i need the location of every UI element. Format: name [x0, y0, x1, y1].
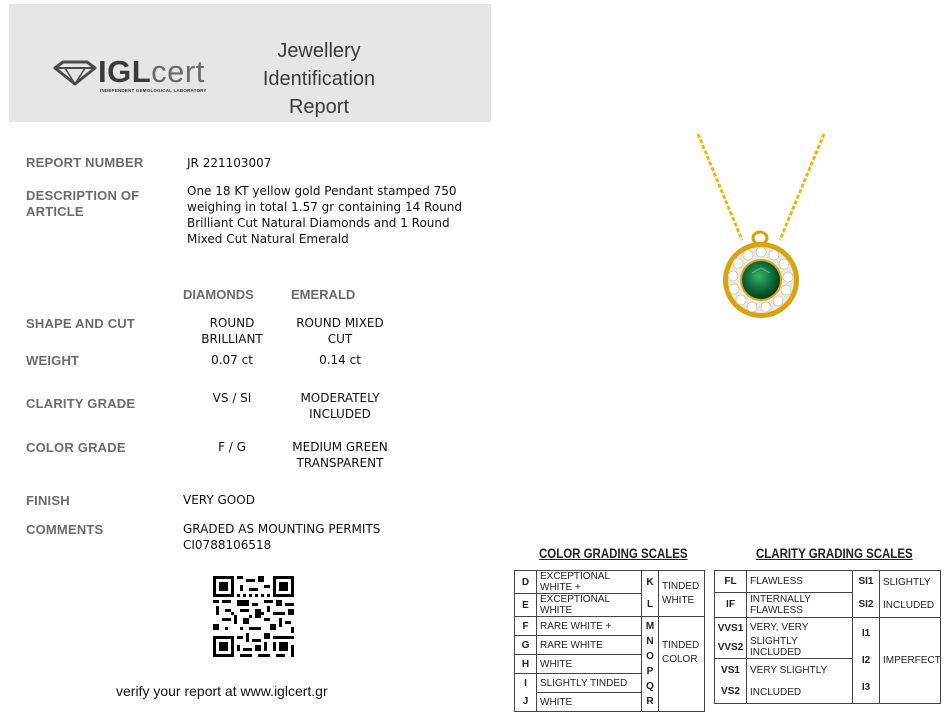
clarity-grade-right: SI1	[853, 571, 880, 593]
slightly-included	[880, 571, 941, 618]
grade-vvs1: VVS1	[717, 623, 744, 634]
shape-emerald-line-1: ROUND MIXED	[296, 316, 384, 330]
shape-diamonds	[180, 315, 284, 347]
color-row	[515, 571, 705, 594]
clarity-desc: INTERNALLY FLAWLESS	[747, 592, 853, 617]
logo-subtitle: INDEPENDENT GEMOLOGICAL LABORATORY	[100, 88, 207, 93]
shape-emerald-line-2: CUT	[327, 332, 353, 346]
logo-wordmark-light: cert	[151, 54, 205, 89]
clarity-grade-pair	[715, 618, 747, 659]
color-grade: F	[515, 617, 537, 636]
report-header	[9, 4, 491, 122]
clarity-grade: IF	[715, 592, 747, 617]
clarity-desc: SLIGHTLY INCLUDED	[747, 636, 853, 659]
description-label	[26, 188, 139, 220]
grade-r: R	[646, 696, 654, 707]
description-line-3: Brilliant Cut Natural Diamonds and 1 Round	[187, 216, 450, 230]
tinded-white	[659, 571, 705, 617]
color-grade: D	[515, 571, 537, 594]
comments-label: COMMENTS	[26, 522, 104, 537]
description-line-1: One 18 KT yellow gold Pendant stamped 750	[187, 184, 457, 198]
description-label-line-1: DESCRIPTION OF	[26, 188, 140, 203]
grade-m: M	[645, 621, 655, 632]
color-scale-title: COLOR GRADING SCALES	[539, 546, 688, 561]
description-value	[187, 183, 462, 247]
grade-o: O	[646, 651, 654, 662]
grade-vs2: VS2	[721, 686, 740, 697]
clarity-diamonds: VS / SI	[212, 391, 252, 405]
qr-code[interactable]	[213, 576, 294, 657]
weight-diamonds: 0.07 ct	[211, 353, 253, 367]
color-desc: SLIGHTLY TINDED	[537, 674, 642, 693]
grade-vvs2: VVS2	[717, 642, 744, 653]
title-line-1: Jewellery	[277, 40, 361, 62]
grade-p: P	[646, 666, 654, 677]
tinded-white-line-1: TINDED	[662, 580, 700, 592]
color-desc: WHITE	[537, 693, 642, 712]
clarity-row	[715, 618, 941, 637]
logo-wordmark	[98, 56, 205, 87]
color-grades-mr	[642, 617, 659, 712]
tinded-color	[659, 617, 705, 712]
color-grade: E	[515, 594, 537, 617]
color-row	[515, 617, 705, 636]
clarity-emerald	[285, 390, 395, 422]
grade-vs1: VS1	[721, 665, 740, 676]
color-emerald	[285, 439, 395, 471]
clarity-grade: FL	[715, 571, 747, 593]
color-grade: H	[515, 655, 537, 674]
color-grade: G	[515, 636, 537, 655]
color-emerald-line-2: TRANSPARENT	[296, 456, 384, 470]
clarity-desc: FLAWLESS	[747, 571, 853, 593]
color-diamonds: F / G	[218, 440, 246, 454]
description-line-2: weighing in total 1.57 gr containing 14 Round	[187, 200, 462, 214]
verify-link[interactable]: verify your report at www.iglcert.gr	[116, 683, 328, 699]
clarity-scale-table	[714, 570, 941, 704]
color-desc: WHITE	[537, 655, 642, 674]
color-desc: EXCEPTIONAL WHITE	[537, 594, 642, 617]
comments-line-1: GRADED AS MOUNTING PERMITS	[183, 522, 381, 536]
weight-label: WEIGHT	[26, 353, 80, 368]
slightly-included-line-1: SLIGHTLY	[883, 577, 931, 588]
color-desc: RARE WHITE +	[537, 617, 642, 636]
clarity-grade-pair	[715, 659, 747, 704]
title-line-3: Report	[288, 96, 350, 118]
clarity-emerald-line-2: INCLUDED	[309, 407, 371, 421]
imperfect: IMPERFECT	[880, 618, 941, 704]
tinded-color-line-1: TINDED	[662, 640, 700, 651]
grade-i3: I3	[861, 682, 871, 693]
clarity-desc: VERY SLIGHTLY	[747, 659, 853, 682]
color-grade-right: L	[642, 594, 659, 617]
diamond-logo-icon	[53, 60, 97, 86]
report-number-label: REPORT NUMBER	[26, 155, 144, 170]
color-scale-table	[514, 570, 705, 712]
clarity-desc: VERY, VERY	[747, 618, 853, 637]
comments-value	[183, 521, 380, 553]
description-label-line-2: ARTICLE	[26, 204, 84, 219]
logo-wordmark-bold: IGL	[98, 54, 152, 89]
color-emerald-line-1: MEDIUM GREEN	[292, 440, 388, 454]
clarity-emerald-line-1: MODERATELY	[300, 391, 380, 405]
grade-i1: I1	[861, 628, 871, 639]
color-desc: EXCEPTIONAL WHITE +	[537, 571, 642, 594]
clarity-grade-right: SI2	[853, 592, 880, 617]
shape-label: SHAPE AND CUT	[26, 316, 136, 331]
diamonds-column-header: DIAMONDS	[183, 287, 254, 302]
color-grade: I	[515, 674, 537, 693]
weight-emerald: 0.14 ct	[319, 353, 361, 367]
tinded-color-line-2: COLOR	[662, 654, 698, 665]
grade-q: Q	[646, 681, 654, 692]
shape-diamonds-line-1: ROUND	[209, 316, 255, 330]
grade-i2: I2	[861, 655, 871, 666]
clarity-scale-title: CLARITY GRADING SCALES	[756, 546, 913, 561]
clarity-row	[715, 571, 941, 593]
grade-n: N	[646, 636, 654, 647]
color-label: COLOR GRADE	[26, 440, 126, 455]
description-line-4: Mixed Cut Natural Emerald	[187, 232, 349, 246]
finish-label: FINISH	[26, 493, 70, 508]
report-number-value: JR 221103007	[187, 156, 272, 170]
color-grade: J	[515, 693, 537, 712]
finish-value: VERY GOOD	[183, 493, 255, 507]
comments-line-2: CI0788106518	[183, 538, 272, 552]
clarity-label: CLARITY GRADE	[26, 396, 136, 411]
clarity-grades-i	[853, 618, 880, 704]
shape-emerald	[285, 315, 395, 347]
emerald-column-header: EMERALD	[291, 287, 356, 302]
report-title	[249, 37, 389, 121]
clarity-desc: INCLUDED	[747, 681, 853, 704]
shape-diamonds-line-2: BRILLIANT	[201, 332, 263, 346]
title-line-2: Identification	[262, 68, 376, 90]
pendant-image	[680, 130, 840, 330]
tinded-white-line-2: WHITE	[662, 594, 695, 606]
color-grade-right: K	[642, 571, 659, 594]
color-desc: RARE WHITE	[537, 636, 642, 655]
slightly-included-line-2: INCLUDED	[883, 600, 935, 611]
